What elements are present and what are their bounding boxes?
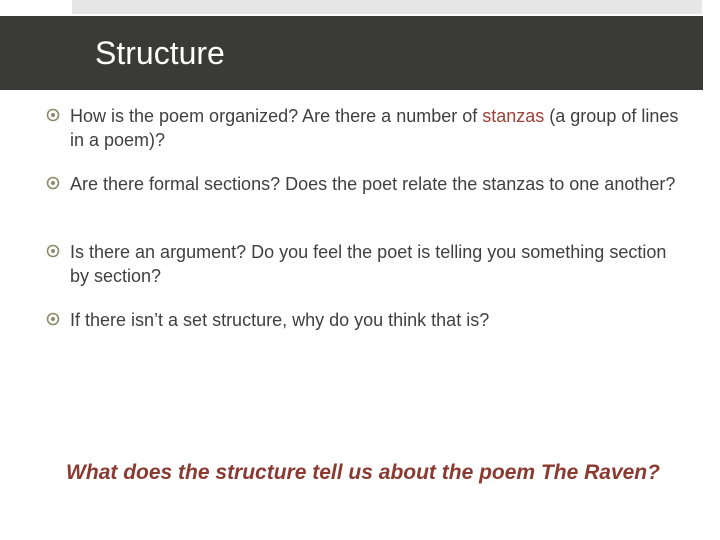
bullet-item-sections — [46, 172, 686, 196]
target-circle-icon — [46, 104, 70, 126]
bullet-text: How is the poem organized? Are there a number of stanzas (a group of lines in a poem)? — [70, 106, 679, 150]
bullet-text: If there isn’t a set structure, why do you think that is? — [70, 310, 490, 330]
top-decorative-strip — [72, 0, 702, 14]
highlighted-term: stanzas — [482, 106, 545, 126]
closing-question: What does the structure tell us about the poem The Raven? — [66, 461, 660, 484]
target-circle-icon — [46, 172, 70, 194]
bullet-text: Are there formal sections? Does the poet relate the stanzas to one another? — [70, 174, 676, 194]
target-circle-icon — [46, 308, 70, 330]
target-circle-icon — [46, 240, 70, 262]
bullet-text: Is there an argument? Do you feel the poet is telling you something section by section? — [70, 242, 667, 286]
slide-title: Structure — [95, 35, 225, 71]
bullet-item-organization — [46, 104, 686, 152]
bullet-item-argument — [46, 240, 686, 288]
bullet-item-set-structure — [46, 308, 686, 332]
